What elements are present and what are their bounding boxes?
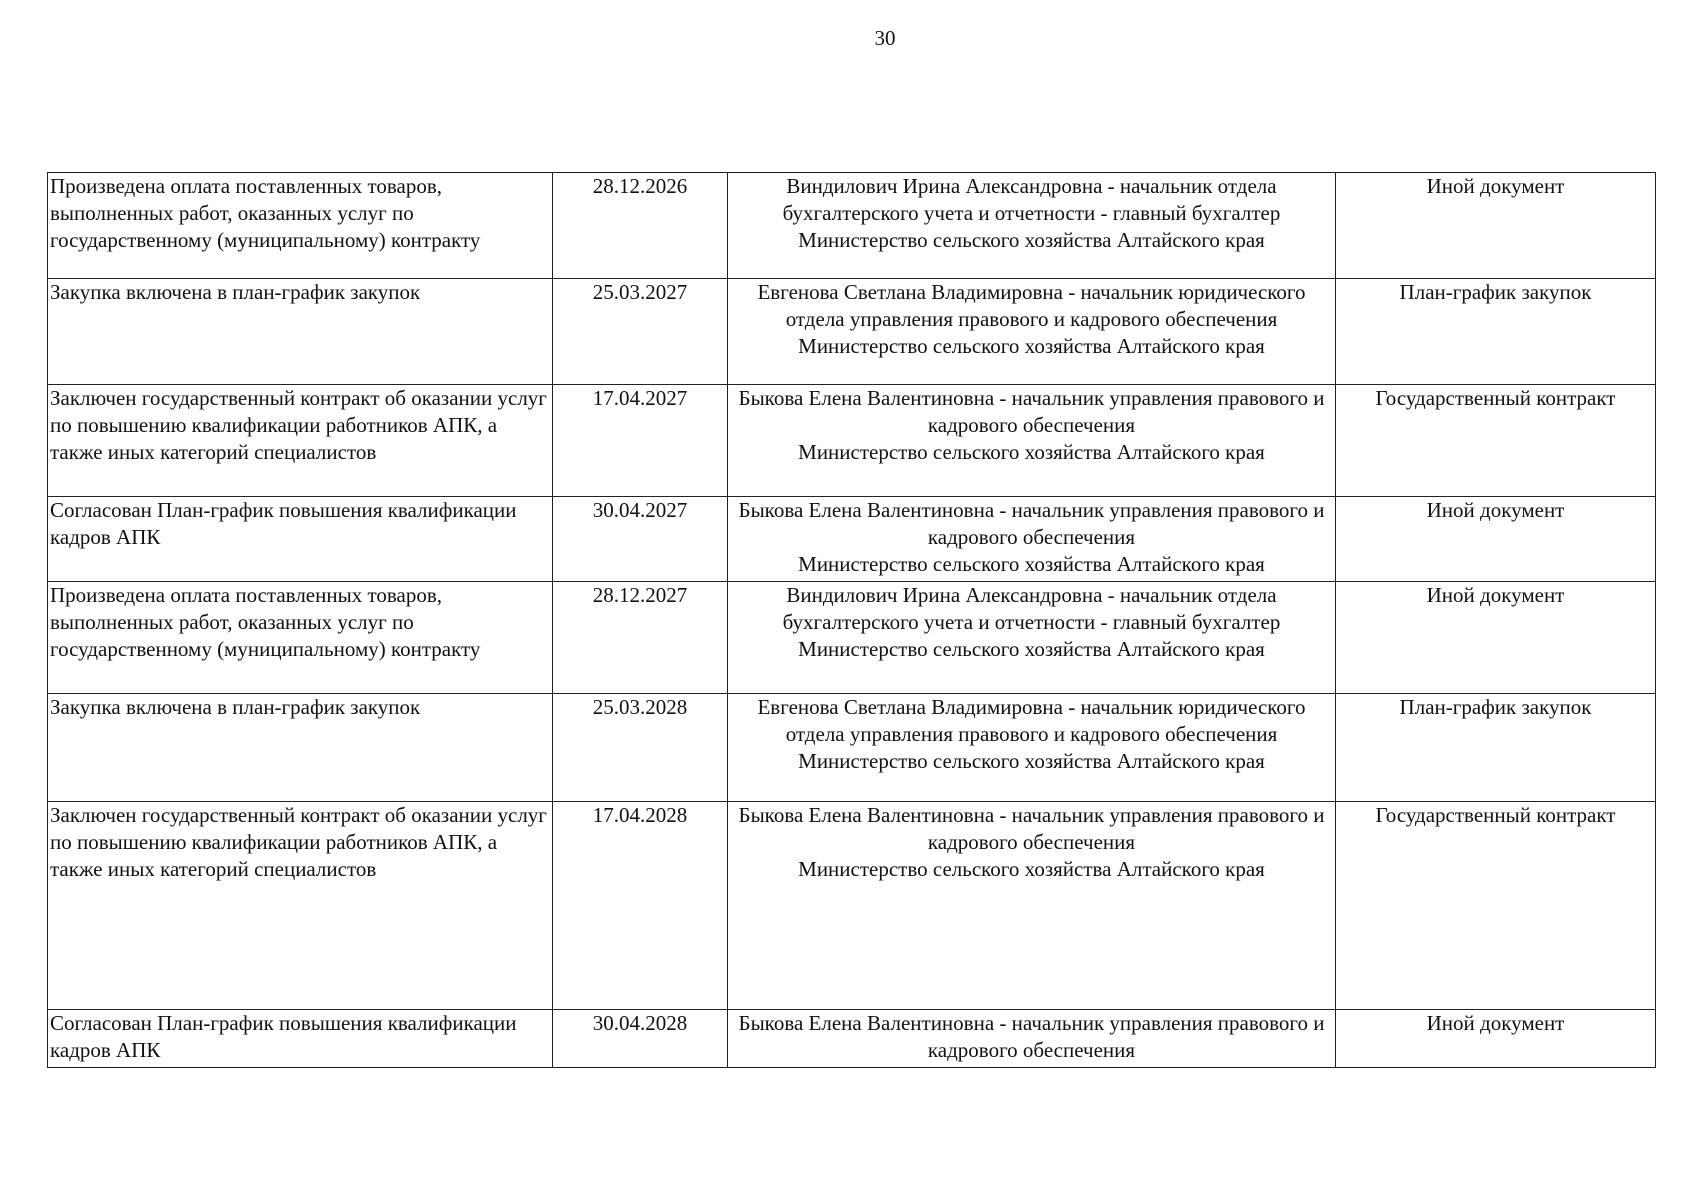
responsible-person: Быкова Елена Валентиновна - начальник управления правового и кадрового обеспечения — [738, 498, 1325, 549]
document-cell: Иной документ — [1336, 1010, 1656, 1068]
responsible-cell — [728, 694, 1336, 802]
document-cell: Иной документ — [1336, 582, 1656, 694]
date-cell: 17.04.2027 — [553, 385, 728, 497]
document-cell: План-график закупок — [1336, 279, 1656, 385]
event-cell: Согласован План-график повышения квалификации кадров АПК — [48, 1010, 553, 1068]
responsible-cell — [728, 173, 1336, 279]
document-cell: Государственный контракт — [1336, 802, 1656, 1010]
document-cell: Иной документ — [1336, 497, 1656, 582]
responsible-person: Евгенова Светлана Владимировна - начальник юридического отдела управления правового и кадрового обеспечения — [757, 695, 1306, 746]
date-cell: 17.04.2028 — [553, 802, 728, 1010]
responsible-organization: Министерство сельского хозяйства Алтайского края — [798, 857, 1265, 881]
document-cell: Государственный контракт — [1336, 385, 1656, 497]
event-cell: Закупка включена в план-график закупок — [48, 279, 553, 385]
responsible-organization: Министерство сельского хозяйства Алтайского края — [798, 334, 1265, 358]
responsible-cell — [728, 582, 1336, 694]
responsible-cell — [728, 279, 1336, 385]
table-row — [48, 279, 1656, 385]
event-cell: Произведена оплата поставленных товаров, выполненных работ, оказанных услуг по государственному (муниципальному) контракту — [48, 582, 553, 694]
page-number: 30 — [874, 26, 896, 50]
table-row — [48, 497, 1656, 582]
responsible-person: Виндилович Ирина Александровна - начальник отдела бухгалтерского учета и отчетности - главный бухгалтер — [782, 583, 1281, 634]
responsible-organization: Министерство сельского хозяйства Алтайского края — [798, 552, 1265, 576]
event-cell: Закупка включена в план-график закупок — [48, 694, 553, 802]
date-cell: 25.03.2028 — [553, 694, 728, 802]
document-cell: План-график закупок — [1336, 694, 1656, 802]
event-cell: Произведена оплата поставленных товаров, выполненных работ, оказанных услуг по государственному (муниципальному) контракту — [48, 173, 553, 279]
table-row — [48, 173, 1656, 279]
responsible-person: Евгенова Светлана Владимировна - начальник юридического отдела управления правового и кадрового обеспечения — [757, 280, 1306, 331]
responsible-cell — [728, 802, 1336, 1010]
table-row — [48, 385, 1656, 497]
responsible-organization: Министерство сельского хозяйства Алтайского края — [798, 637, 1265, 661]
date-cell: 30.04.2027 — [553, 497, 728, 582]
responsible-person: Виндилович Ирина Александровна - начальник отдела бухгалтерского учета и отчетности - главный бухгалтер — [782, 174, 1281, 225]
date-cell: 28.12.2027 — [553, 582, 728, 694]
table-row — [48, 802, 1656, 1010]
responsible-cell — [728, 385, 1336, 497]
document-cell: Иной документ — [1336, 173, 1656, 279]
table-row — [48, 1010, 1656, 1068]
date-cell: 30.04.2028 — [553, 1010, 728, 1068]
responsible-cell — [728, 1010, 1336, 1068]
responsible-person: Быкова Елена Валентиновна - начальник управления правового и кадрового обеспечения — [738, 386, 1325, 437]
event-cell: Заключен государственный контракт об оказании услуг по повышению квалификации работников АПК, а также иных категорий специалистов — [48, 802, 553, 1010]
schedule-table — [47, 172, 1656, 1068]
responsible-person: Быкова Елена Валентиновна - начальник управления правового и кадрового обеспечения — [738, 803, 1325, 854]
responsible-person: Быкова Елена Валентиновна - начальник управления правового и кадрового обеспечения — [738, 1011, 1325, 1062]
responsible-organization: Министерство сельского хозяйства Алтайского края — [798, 440, 1265, 464]
table-row — [48, 582, 1656, 694]
responsible-organization: Министерство сельского хозяйства Алтайского края — [798, 749, 1265, 773]
table-row — [48, 694, 1656, 802]
responsible-organization: Министерство сельского хозяйства Алтайского края — [798, 228, 1265, 252]
date-cell: 25.03.2027 — [553, 279, 728, 385]
event-cell: Заключен государственный контракт об оказании услуг по повышению квалификации работников АПК, а также иных категорий специалистов — [48, 385, 553, 497]
responsible-cell — [728, 497, 1336, 582]
event-cell: Согласован План-график повышения квалификации кадров АПК — [48, 497, 553, 582]
date-cell: 28.12.2026 — [553, 173, 728, 279]
